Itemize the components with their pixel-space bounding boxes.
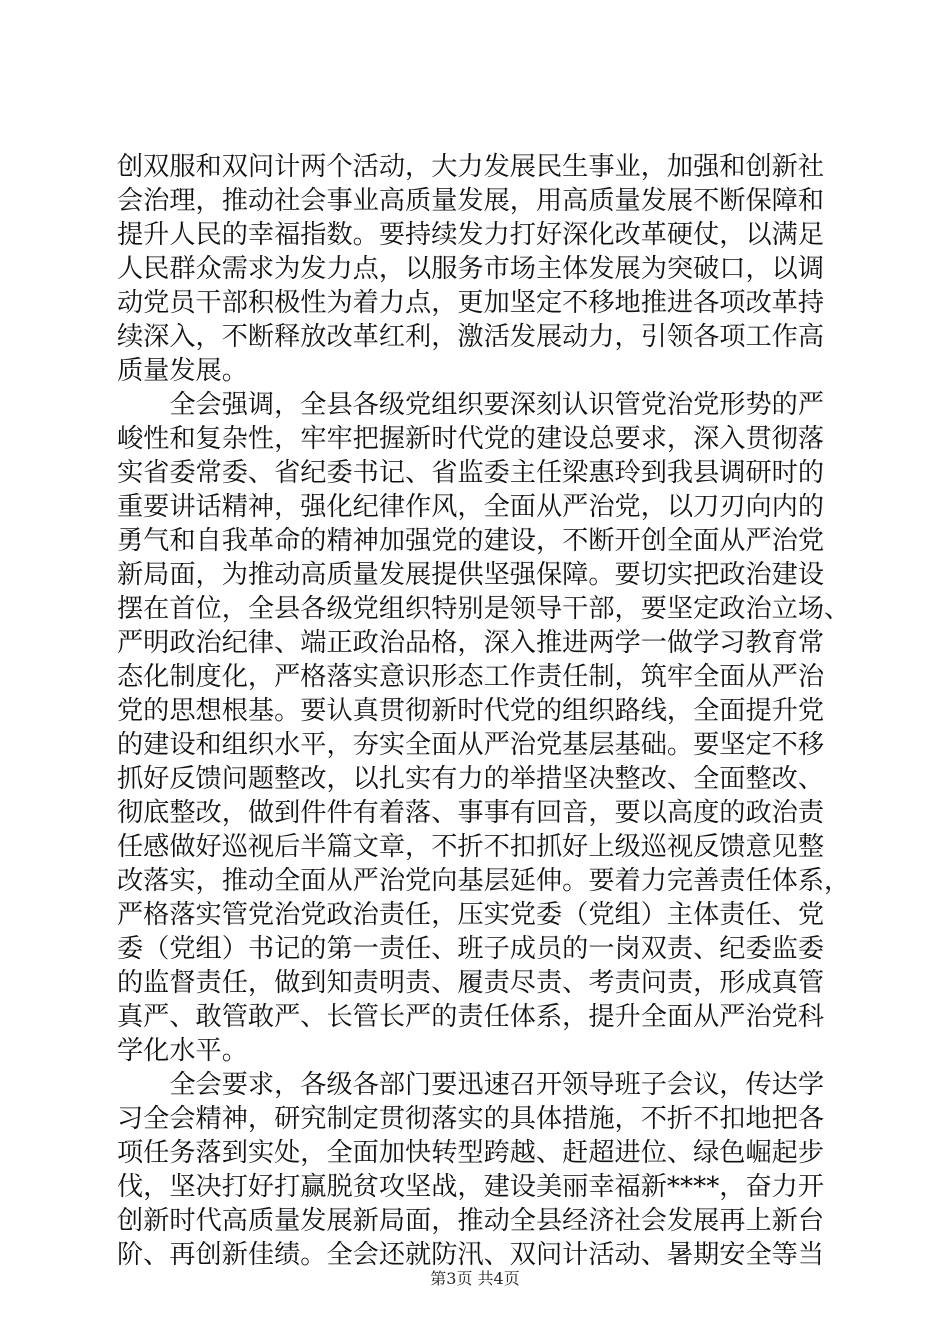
- text-line: 任感做好巡视后半篇文章，不折不扣抓好上级巡视反馈意见整: [117, 832, 825, 862]
- text-line: 摆在首位，全县各级党组织特别是领导干部，要坚定政治立场、: [117, 594, 851, 624]
- text-line: 动党员干部积极性为着力点，更加坚定不移地推进各项改革持: [117, 288, 825, 318]
- text-line: 的监督责任，做到知责明责、履责尽责、考责问责，形成真管: [117, 968, 825, 998]
- text-line: 创新时代高质量发展新局面，推动全县经济社会发展再上新台: [117, 1206, 825, 1236]
- text-line: 提升人民的幸福指数。要持续发力打好深化改革硬仗，以满足: [117, 220, 825, 250]
- page-footer: 第3页 共4页: [430, 1269, 520, 1288]
- text-line: 重要讲话精神，强化纪律作风，全面从严治党，以刀刃向内的: [117, 492, 825, 522]
- text-line: 会治理，推动社会事业高质量发展，用高质量发展不断保障和: [117, 186, 825, 216]
- text-line: 的建设和组织水平，夯实全面从严治党基层基础。要坚定不移: [117, 730, 825, 760]
- text-line: 续深入，不断释放改革红利，激活发展动力，引领各项工作高: [117, 322, 825, 352]
- text-line: 全会强调，全县各级党组织要深刻认识管党治党形势的严: [117, 390, 825, 420]
- text-line: 彻底整改，做到件件有着落、事事有回音，要以高度的政治责: [117, 798, 825, 828]
- text-line: 人民群众需求为发力点，以服务市场主体发展为突破口，以调: [117, 254, 825, 284]
- text-line: 项任务落到实处，全面加快转型跨越、赶超进位、绿色崛起步: [117, 1138, 825, 1168]
- text-line: 改落实，推动全面从严治党向基层延伸。要着力完善责任体系，: [117, 866, 851, 896]
- body-text: [117, 150, 851, 1272]
- text-line: 严格落实管党治党政治责任，压实党委（党组）主体责任、党: [117, 900, 825, 930]
- text-line: 峻性和复杂性，牢牢把握新时代党的建设总要求，深入贯彻落: [117, 424, 825, 454]
- text-line: 严明政治纪律、端正政治品格，深入推进两学一做学习教育常: [117, 628, 825, 658]
- text-line: 学化水平。: [117, 1036, 248, 1066]
- text-line: 伐，坚决打好打赢脱贫攻坚战，建设美丽幸福新****，奋力开: [117, 1172, 825, 1202]
- text-line: 新局面，为推动高质量发展提供坚强保障。要切实把政治建设: [117, 560, 825, 590]
- text-line: 创双服和双问计两个活动，大力发展民生事业，加强和创新社: [117, 152, 825, 182]
- text-line: 真严、敢管敢严、长管长严的责任体系，提升全面从严治党科: [117, 1002, 825, 1032]
- text-line: 质量发展。: [117, 356, 248, 386]
- text-line: 态化制度化，严格落实意识形态工作责任制，筑牢全面从严治: [117, 662, 825, 692]
- text-line: 勇气和自我革命的精神加强党的建设，不断开创全面从严治党: [117, 526, 825, 556]
- text-line: 习全会精神，研究制定贯彻落实的具体措施，不折不扣地把各: [117, 1104, 825, 1134]
- text-line: 委（党组）书记的第一责任、班子成员的一岗双责、纪委监委: [117, 934, 825, 964]
- text-line: 阶、再创新佳绩。全会还就防汛、双问计活动、暑期安全等当: [117, 1240, 825, 1270]
- text-line: 全会要求，各级各部门要迅速召开领导班子会议，传达学: [117, 1070, 825, 1100]
- text-line: 抓好反馈问题整改，以扎实有力的举措坚决整改、全面整改、: [117, 764, 825, 794]
- text-line: 党的思想根基。要认真贯彻新时代党的组织路线，全面提升党: [117, 696, 825, 726]
- text-line: 实省委常委、省纪委书记、省监委主任梁惠玲到我县调研时的: [117, 458, 825, 488]
